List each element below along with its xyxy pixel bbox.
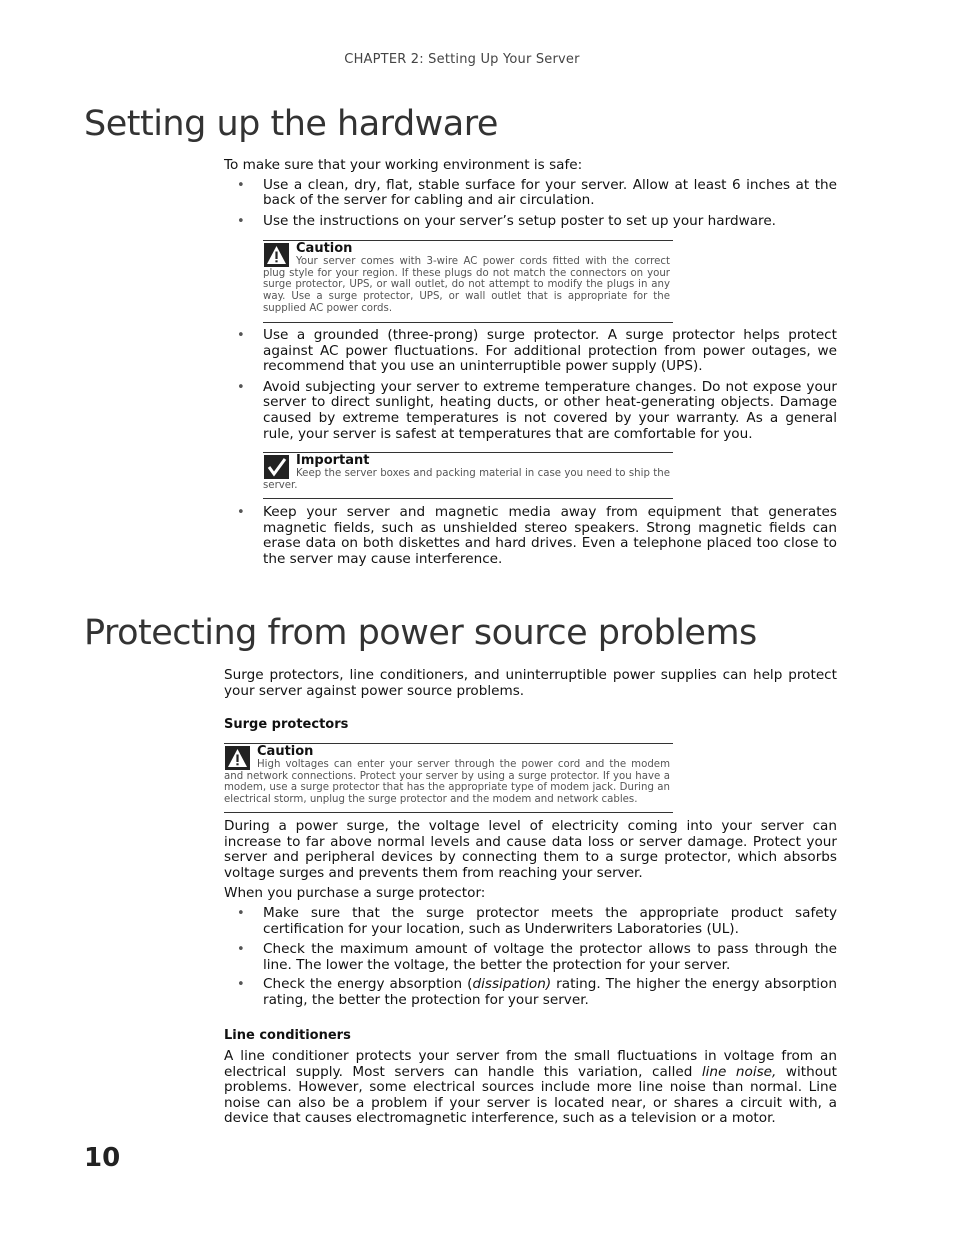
surge-purchase-intro: When you purchase a surge protector: xyxy=(224,885,486,902)
list-item: • Keep your server and magnetic media away from equipment that generates magnetic fields, such as unshielded stereo speakers. Strong magnetic fields can erase data on both diskettes and hard drives. Even a telephone placed too close to the server may cause interference. xyxy=(237,504,837,567)
list-item: • Use the instructions on your server’s setup poster to set up your hardware. xyxy=(237,212,777,229)
caution-text: High voltages can enter your server through the power cord and the modem and network connections. Protect your server by using a surge protector. If you have a modem, use a surge protector that has the appropriate type of modem jack. During an electrical storm, unplug the surge protector and the modem and network cables. xyxy=(224,759,670,806)
important-note xyxy=(263,452,673,499)
caution-note-surge xyxy=(224,743,673,813)
line-conditioners-paragraph: A line conditioner protects your server from the small fluctuations in voltage from an electrical supply. Most servers can handle this variation, called line noise, without problems. However, some electrical sources include more line noise than normal. Line noise can also be a problem if your server is located near, or shares a circuit with, a device that causes electromagnetic interference, such as a television or a motor. xyxy=(224,1048,837,1127)
hardware-bullet-list-c xyxy=(224,505,837,567)
caution-title: Caution xyxy=(257,744,314,759)
list-item: • Use a grounded (three-prong) surge protector. A surge protector helps protect against AC power fluctuations. For additional protection from power outages, we recommend that you use an uninterruptible power supply (UPS). xyxy=(237,327,837,375)
hardware-bullets-c-block xyxy=(224,505,837,567)
surge-bullet-list xyxy=(224,906,837,1009)
bullet-dot: • xyxy=(237,379,245,395)
bullet-dot: • xyxy=(237,505,245,520)
caution-note-plugs xyxy=(263,240,673,323)
chapter-header: CHAPTER 2: Setting Up Your Server xyxy=(344,52,580,67)
important-title: Important xyxy=(296,453,370,468)
caution-title: Caution xyxy=(296,241,353,256)
hardware-intro-block xyxy=(224,158,837,229)
bullet-dot: • xyxy=(237,977,245,993)
hardware-bullets-b-block xyxy=(224,328,837,442)
bullet-dot: • xyxy=(237,177,245,193)
hardware-intro: To make sure that your working environment is safe: xyxy=(224,157,583,173)
important-text: Keep the server boxes and packing material in case you need to ship the server. xyxy=(263,468,670,491)
hardware-bullet-list-a xyxy=(224,178,837,230)
surge-body-block xyxy=(224,819,837,1009)
power-intro: Surge protectors, line conditioners, and uninterruptible power supplies can help protect your server against power source problems. xyxy=(224,667,837,699)
caution-text: Your server comes with 3-wire AC power cords fitted with the correct plug style for your region. If these plugs do not match the connectors on your surge protector, UPS, or wall outlet, do not attempt to modify the plugs in any way. Use a surge protector, UPS, or wall outlet that is appropriate for the supplied AC power cords. xyxy=(263,256,670,314)
line-conditioners-heading: Line conditioners xyxy=(224,1028,351,1043)
hardware-bullet-list-b xyxy=(224,328,837,442)
bullet-dot: • xyxy=(237,213,245,229)
section-title-hardware: Setting up the hardware xyxy=(84,104,498,144)
page-number: 10 xyxy=(84,1143,121,1173)
list-item: • Check the maximum amount of voltage the protector allows to pass through the line. The lower the voltage, the better the protection for your server. xyxy=(237,941,837,973)
list-item: • Use a clean, dry, flat, stable surface for your server. Allow at least 6 inches at the back of the server for cabling and air circulation. xyxy=(237,176,837,209)
bullet-dot: • xyxy=(237,905,245,921)
line-conditioners-block xyxy=(224,1049,837,1127)
bullet-dot: • xyxy=(237,328,245,343)
section-title-power: Protecting from power source problems xyxy=(84,613,757,653)
surge-paragraph: During a power surge, the voltage level of electricity coming into your server can increase to far above normal levels and cause data loss or server damage. Protect your server and peripheral devices by connecting them to a surge protector, which absorbs voltage surges and prevents them from reaching your server. xyxy=(224,818,837,881)
list-item: • Avoid subjecting your server to extreme temperature changes. Do not expose your server to direct sunlight, heating ducts, or other heat-generating objects. Damage caused by extreme temperatures is not covered by your warranty. As a general rule, your server is safest at temperatures that are comfortable for you. xyxy=(237,378,837,442)
power-intro-block xyxy=(224,668,837,699)
surge-protectors-heading: Surge protectors xyxy=(224,717,349,732)
list-item: • Check the energy absorption (dissipation) rating. The higher the energy absorption rating, the better the protection for your server. xyxy=(237,976,837,1008)
list-item: • Make sure that the surge protector meets the appropriate product safety certification for your location, such as Underwriters Laboratories (UL). xyxy=(237,904,837,937)
bullet-dot: • xyxy=(237,942,245,958)
